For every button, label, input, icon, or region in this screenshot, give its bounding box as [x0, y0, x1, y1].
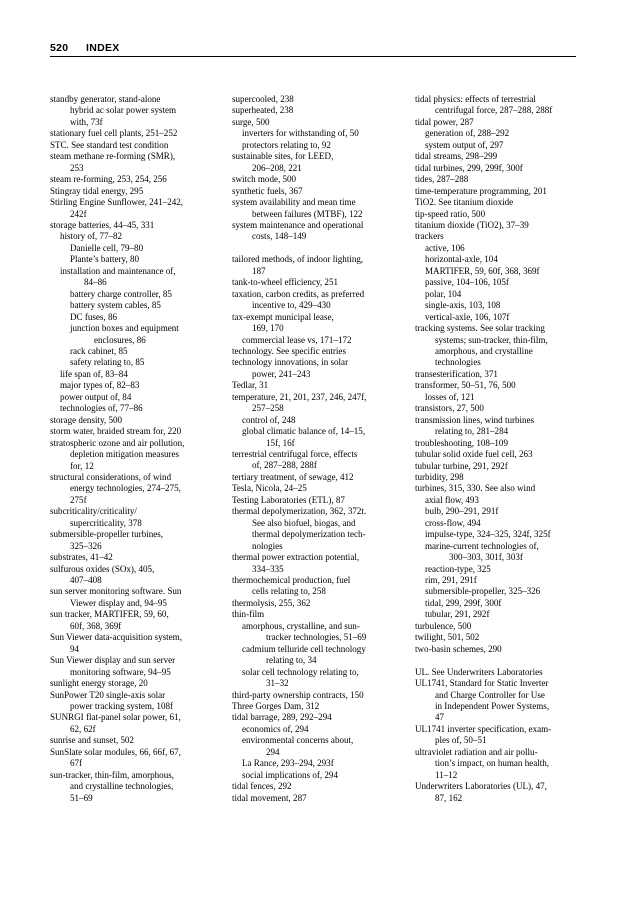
index-entry: control of, 248 [242, 414, 296, 425]
index-entry: twilight, 501, 502 [415, 632, 480, 643]
index-entry: transformer, 50–51, 76, 500 [415, 380, 516, 391]
index-entry: Plante’s battery, 80 [70, 254, 140, 265]
index-entry: sunlight energy storage, 20 [50, 678, 148, 689]
index-entry: nologies [252, 540, 283, 551]
index-entry: system output of, 297 [425, 139, 504, 150]
index-entry: UL1741 inverter specification, exam- [415, 723, 552, 734]
index-entry: supercriticality, 378 [70, 517, 142, 528]
index-entry: axial flow, 493 [425, 494, 479, 505]
index-entry: terrestrial centrifugal force, effects [232, 449, 358, 460]
index-entry: tertiary treatment, of sewage, 412 [232, 471, 354, 482]
index-entry: technology. See specific entries [232, 345, 346, 356]
index-entry: surge, 500 [232, 116, 270, 127]
index-entry: installation and maintenance of, [60, 265, 176, 276]
index-entry: SUNRGI flat-panel solar power, 61, [50, 712, 181, 723]
index-entry: safety relating to, 85 [70, 357, 145, 368]
index-entry: tidal, 299, 299f, 300f [425, 597, 502, 608]
index-entry: transesterification, 371 [415, 368, 498, 379]
index-entry: power tracking system, 108f [70, 701, 174, 712]
index-entry: in Independent Power Systems, [435, 701, 550, 711]
index-entry: taxation, carbon credits, as preferred [232, 288, 365, 299]
index-entry: turbines, 315, 330. See also wind [415, 483, 536, 494]
index-entry: La Rance, 293–294, 293f [242, 758, 334, 769]
index-entry: sulfurous oxides (SOx), 405, [50, 563, 155, 574]
index-entry: major types of, 82–83 [60, 380, 140, 391]
index-entry: Stirling Engine Sunflower, 241–242, [50, 197, 184, 208]
page-header [50, 42, 576, 54]
index-entry: tides, 287–288 [415, 174, 469, 185]
index-entry: single-axis, 103, 108 [425, 300, 501, 311]
index-entry: Danielle cell, 79–80 [70, 242, 144, 253]
index-entry: troubleshooting, 108–109 [415, 437, 508, 448]
index-entry: system availability and mean time [232, 197, 356, 208]
index-entry: commercial lease vs, 171–172 [242, 334, 352, 345]
index-entry: trackers [415, 231, 444, 242]
index-entry: 257–258 [252, 403, 284, 414]
index-entry: junction boxes and equipment [70, 323, 179, 334]
index-entry: bulb, 290–291, 291f [425, 506, 499, 517]
index-entry: solar cell technology relating to, [242, 666, 359, 677]
index-entry: transmission lines, wind turbines [415, 414, 535, 425]
index-entry: economics of, 294 [242, 723, 309, 734]
page-number: 520 [50, 42, 69, 54]
index-entry: tailored methods, of indoor lighting, [232, 254, 364, 265]
index-entry: battery charge controller, 85 [70, 288, 172, 299]
index-entry: 62, 62f [70, 723, 96, 734]
index-entry: rim, 291, 291f [425, 575, 477, 586]
index-entry: amorphous, crystalline, and sun- [242, 620, 360, 631]
index-entry: TiO2. See titanium dioxide [415, 197, 514, 208]
index-entry: SunPower T20 single-axis solar [50, 689, 166, 700]
index-entry: third-party ownership contracts, 150 [232, 689, 364, 700]
index-entry: hybrid ac solar power system [70, 105, 177, 116]
index-entry: sunrise and sunset, 502 [50, 735, 134, 746]
index-entry: stratospheric ozone and air pollution, [50, 437, 185, 448]
index-entry: UL. See Underwriters Laboratories [415, 666, 543, 677]
index-entry: SunSlate solar modules, 66, 66f, 67, [50, 746, 181, 757]
index-entry: 300–303, 301f, 303f [449, 552, 523, 563]
index-entry: two-basin schemes, 290 [415, 643, 502, 654]
index-entry: tracker technologies, 51–69 [266, 632, 367, 643]
index-entry: relating to, 34 [266, 655, 317, 666]
index-entry: submersible-propeller turbines, [50, 529, 164, 540]
index-entry: tidal power, 287 [415, 116, 474, 127]
index-entry: stationary fuel cell plants, 251–252 [50, 128, 178, 139]
index-column-3 [415, 94, 590, 804]
index-entry: marine-current technologies of, [425, 540, 539, 551]
index-entry: power, 241–243 [252, 368, 311, 379]
index-column-2 [232, 94, 407, 804]
index-entry: monitoring software, 94–95 [70, 666, 171, 677]
index-entry: tidal fences, 292 [232, 781, 292, 792]
index-entry: thermal depolymerization tech- [252, 529, 366, 540]
index-entry: tidal barrage, 289, 292–294 [232, 712, 332, 723]
index-entry: standby generator, stand-alone [50, 94, 161, 104]
index-entry: enclosures, 86 [94, 334, 146, 345]
index-entry: tion’s impact, on human health, [435, 758, 550, 769]
index-entry: tubular solid oxide fuel cell, 263 [415, 449, 533, 460]
index-entry: superheated, 238 [232, 105, 294, 116]
index-entry: thermal power extraction potential, [232, 552, 360, 563]
index-entry: centrifugal force, 287–288, 288f [435, 105, 553, 116]
index-entry: incentive to, 429–430 [252, 300, 331, 311]
page-title: INDEX [86, 42, 120, 54]
index-entry: 253 [70, 162, 84, 173]
index-entry: impulse-type, 324–325, 324f, 325f [425, 529, 551, 540]
index-entry: 51–69 [70, 792, 93, 803]
index-entry: passive, 104–106, 105f [425, 277, 509, 288]
index-entry: cadmium telluride cell technology [242, 643, 366, 654]
index-entry: 325–326 [70, 540, 102, 551]
index-entry: 87, 162 [435, 792, 463, 803]
index-entry: UL1741, Standard for Static Inverter [415, 678, 549, 689]
index-entry: Testing Laboratories (ETL), 87 [232, 494, 345, 505]
index-entry: 169, 170 [252, 323, 284, 334]
index-entry: tubular, 291, 292f [425, 609, 490, 620]
index-entry: 242f [70, 208, 87, 219]
index-entry: Tedlar, 31 [232, 380, 269, 391]
index-entry: cross-flow, 494 [425, 517, 481, 528]
index-entry: losses of, 121 [425, 391, 475, 402]
index-entry: transistors, 27, 500 [415, 403, 484, 414]
index-entry: storm water, braided stream for, 220 [50, 426, 182, 437]
index-entry: thermolysis, 255, 362 [232, 597, 311, 608]
index-entry: steam methane re-forming (SMR), [50, 151, 176, 162]
index-entry: steam re-forming, 253, 254, 256 [50, 174, 167, 185]
index-entry: synthetic fuels, 367 [232, 185, 303, 196]
index-entry: DC fuses, 86 [70, 311, 117, 322]
index-entry: active, 106 [425, 242, 465, 253]
index-entry: Tesla, Nicola, 24–25 [232, 483, 307, 494]
index-entry: tank-to-wheel efficiency, 251 [232, 277, 339, 288]
index-entry: tidal streams, 298–299 [415, 151, 498, 162]
index-entry: See also biofuel, biogas, and [252, 517, 356, 528]
index-entry: for, 12 [70, 460, 94, 471]
index-entry: Sun Viewer data-acquisition system, [50, 632, 182, 643]
index-entry: tip-speed ratio, 500 [415, 208, 486, 219]
index-entry: rack cabinet, 85 [70, 345, 128, 356]
index-entry: tracking systems. See solar tracking [415, 323, 545, 334]
index-entry: technologies of, 77–86 [60, 403, 143, 414]
index-entry: tidal movement, 287 [232, 792, 307, 803]
index-entry: thermal depolymerization, 362, 372t. [232, 506, 367, 517]
index-entry: 11–12 [435, 769, 458, 780]
index-entry: tax-exempt municipal lease, [232, 311, 334, 322]
index-entry: cells relating to, 258 [252, 586, 326, 597]
index-entry: turbulence, 500 [415, 620, 472, 631]
index-entry: STC. See standard test condition [50, 139, 169, 150]
index-entry: sun server monitoring software. Sun [50, 586, 182, 597]
index-entry: 206–208, 221 [252, 162, 302, 173]
index-entry: turbidity, 298 [415, 471, 464, 482]
index-entry: with, 73f [70, 116, 103, 127]
index-entry: 407–408 [70, 575, 102, 586]
index-entry: 334–335 [252, 563, 284, 574]
index-entry: tidal physics: effects of terrestrial [415, 94, 536, 104]
index-entry: amorphous, and crystalline [435, 345, 533, 356]
index-entry: inverters for withstanding of, 50 [242, 128, 359, 139]
index-entry: protectors relating to, 92 [242, 139, 331, 150]
index-entry: 15f, 16f [266, 437, 295, 448]
index-entry: titanium dioxide (TiO2), 37–39 [415, 219, 529, 230]
index-entry: 94 [70, 643, 80, 654]
index-entry: system maintenance and operational [232, 219, 364, 230]
index-entry: tidal turbines, 299, 299f, 300f [415, 162, 523, 173]
index-entry: power output of, 84 [60, 391, 132, 402]
index-entry: between failures (MTBF), 122 [252, 208, 363, 219]
index-entry: sun-tracker, thin-film, amorphous, [50, 769, 175, 780]
index-entry: of, 287–288, 288f [252, 460, 317, 471]
index-entry: 275f [70, 494, 87, 505]
index-entry: horizontal-axle, 104 [425, 254, 498, 265]
index-entry: subcriticality/criticality/ [50, 506, 137, 517]
index-entry: 67f [70, 758, 83, 769]
header-rule [50, 56, 576, 57]
index-entry: global climatic balance of, 14–15, [242, 426, 366, 437]
index-entry: systems; sun-tracker, thin-film, [435, 334, 548, 345]
index-entry: and Charge Controller for Use [435, 689, 545, 700]
index-entry: 84–86 [84, 277, 107, 288]
index-entry: polar, 104 [425, 288, 462, 299]
index-entry: time-temperature programming, 201 [415, 185, 547, 196]
index-entry: sustainable sites, for LEED, [232, 151, 334, 162]
index-entry: 31–32 [266, 678, 289, 689]
index-entry: relating to, 281–284 [435, 426, 509, 437]
index-entry: Sun Viewer display and sun server [50, 655, 176, 666]
index-entry: substrates, 41–42 [50, 552, 113, 563]
index-entry: generation of, 288–292 [425, 128, 510, 139]
index-entry: Stingray tidal energy, 295 [50, 185, 144, 196]
index-entry: 294 [266, 746, 280, 757]
index-entry: ples of, 50–51 [435, 735, 487, 746]
index-spacer [415, 655, 590, 666]
index-entry: 60f, 368, 369f [70, 620, 122, 631]
index-entry: costs, 148–149 [252, 231, 307, 242]
index-entry: Underwriters Laboratories (UL), 47, [415, 781, 547, 792]
index-entry: storage density, 500 [50, 414, 123, 425]
index-entry: thermochemical production, fuel [232, 575, 351, 586]
index-entry: technology innovations, in solar [232, 357, 349, 368]
index-entry: history of, 77–82 [60, 231, 123, 242]
index-entry: submersible-propeller, 325–326 [425, 586, 541, 597]
index-entry: storage batteries, 44–45, 331 [50, 219, 155, 230]
index-entry: supercooled, 238 [232, 94, 294, 104]
index-entry: life span of, 83–84 [60, 368, 128, 379]
index-entry: Viewer display and, 94–95 [70, 597, 167, 608]
index-entry: social implications of, 294 [242, 769, 338, 780]
index-entry: ultraviolet radiation and air pollu- [415, 746, 538, 757]
index-entry: vertical-axle, 106, 107f [425, 311, 510, 322]
index-entry: and crystalline technologies, [70, 781, 174, 792]
index-entry: switch mode, 500 [232, 174, 297, 185]
index-entry: depletion mitigation measures [70, 449, 180, 460]
index-entry: sun tracker, MARTIFER, 59, 60, [50, 609, 169, 620]
index-column-1 [50, 94, 225, 804]
index-entry: thin-film [232, 609, 265, 620]
index-entry: reaction-type, 325 [425, 563, 491, 574]
index-entry: temperature, 21, 201, 237, 246, 247f, [232, 391, 367, 402]
index-entry: MARTIFER, 59, 60f, 368, 369f [425, 265, 540, 276]
index-entry: structural considerations, of wind [50, 471, 172, 482]
index-entry: 47 [435, 712, 445, 723]
index-entry: 187 [252, 265, 266, 276]
index-entry: tubular turbine, 291, 292f [415, 460, 508, 471]
index-entry: Three Gorges Dam, 312 [232, 701, 320, 711]
index-entry: battery system cables, 85 [70, 300, 161, 311]
index-spacer [232, 243, 407, 254]
index-entry: energy technologies, 274–275, [70, 483, 181, 494]
index-entry: technologies [435, 357, 481, 368]
index-entry: environmental concerns about, [242, 735, 354, 746]
